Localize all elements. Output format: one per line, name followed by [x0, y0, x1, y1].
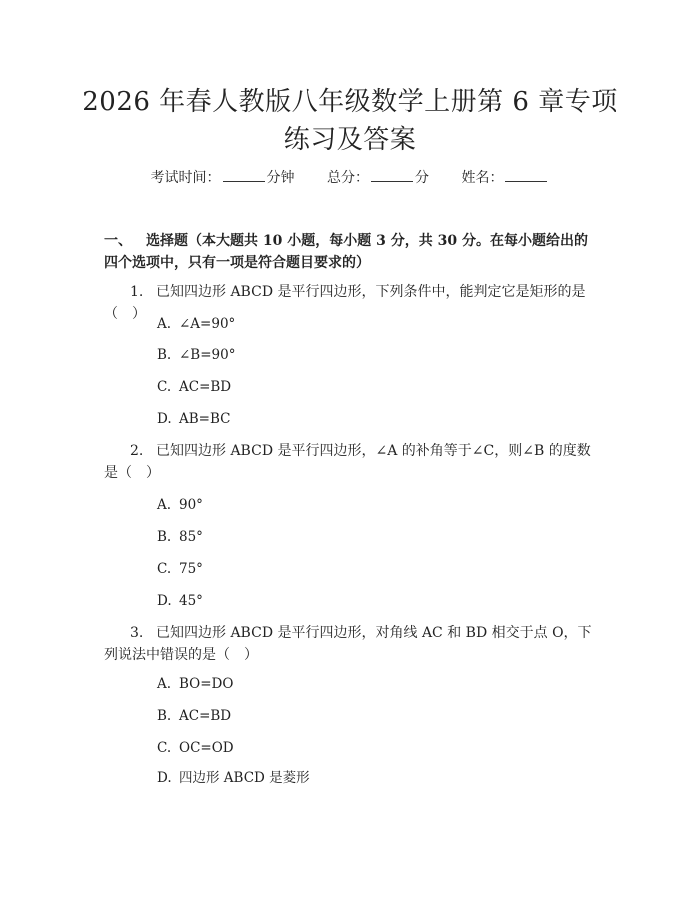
question-3-option-b: [157, 706, 231, 726]
option-letter: A.: [157, 316, 172, 332]
question-1-option-a: [157, 314, 235, 334]
option-letter: B.: [157, 347, 172, 363]
option-text: AB=BC: [179, 411, 231, 427]
exam-time-label: 考试时间：: [150, 170, 221, 186]
question-1-option-c: [157, 377, 231, 397]
question-3-option-d: [157, 768, 310, 788]
question-2: [104, 440, 600, 484]
option-letter: D.: [157, 770, 172, 786]
option-text: 90°: [179, 497, 203, 513]
option-text: 75°: [179, 561, 203, 577]
student-name-label: 姓名：: [461, 170, 504, 186]
total-score: [327, 167, 429, 188]
option-text: AC=BD: [179, 708, 232, 724]
option-text: AC=BD: [179, 379, 232, 395]
question-number: 1.: [130, 284, 144, 300]
question-3-option-c: [157, 738, 234, 758]
option-text: BO=DO: [179, 676, 234, 692]
question-text: 已知四边形 ABCD 是平行四边形，∠A 的补角等于∠C，则∠B 的度数是（ ）: [104, 443, 591, 481]
section-text: 选择题（本大题共 10 小题，每小题 3 分，共 30 分。在每小题给出的四个选项中，只有一项是符合题目要求的）: [104, 233, 588, 271]
question-2-option-a: [157, 495, 203, 515]
option-text: 45°: [179, 593, 203, 609]
option-text: OC=OD: [179, 740, 234, 756]
exam-meta: [0, 167, 700, 188]
option-letter: D.: [157, 411, 172, 427]
question-2-option-b: [157, 527, 203, 547]
option-letter: A.: [157, 497, 172, 513]
question-number: 3.: [130, 625, 144, 641]
page-title-line-2: 练习及答案: [283, 125, 417, 155]
option-letter: C.: [157, 740, 172, 756]
question-2-option-d: [157, 591, 203, 611]
option-letter: A.: [157, 676, 172, 692]
section-number: 一、: [104, 233, 132, 249]
total-score-label: 总分：: [327, 170, 369, 186]
question-number: 2.: [130, 443, 144, 459]
exam-time-blank: [223, 167, 265, 182]
exam-time: [151, 167, 295, 188]
page-title-line-1: 2026 年春人教版八年级数学上册第 6 章专项: [82, 87, 618, 117]
option-letter: B.: [157, 708, 172, 724]
option-text: ∠A=90°: [179, 316, 236, 332]
total-score-blank: [371, 167, 413, 182]
student-name-blank: [505, 167, 547, 182]
option-letter: C.: [157, 561, 172, 577]
total-score-unit: 分: [415, 170, 429, 186]
student-name: [461, 167, 549, 188]
option-text: 85°: [179, 529, 203, 545]
question-3-option-a: [157, 674, 233, 694]
question-text: 已知四边形 ABCD 是平行四边形，对角线 AC 和 BD 相交于点 O，下列说法中错误的是（ ）: [104, 625, 592, 663]
section-heading: [104, 230, 600, 274]
option-text: ∠B=90°: [179, 347, 236, 363]
option-letter: D.: [157, 593, 172, 609]
question-1-option-d: [157, 409, 230, 429]
question-3: [104, 622, 600, 666]
option-letter: B.: [157, 529, 172, 545]
question-2-option-c: [157, 559, 203, 579]
exam-time-unit: 分钟: [266, 170, 295, 186]
option-letter: C.: [157, 379, 172, 395]
question-1-option-b: [157, 345, 235, 365]
option-text: 四边形 ABCD 是菱形: [179, 770, 310, 786]
question-text: 已知四边形 ABCD 是平行四边形，下列条件中，能判定它是矩形的是（ ）: [104, 284, 586, 322]
